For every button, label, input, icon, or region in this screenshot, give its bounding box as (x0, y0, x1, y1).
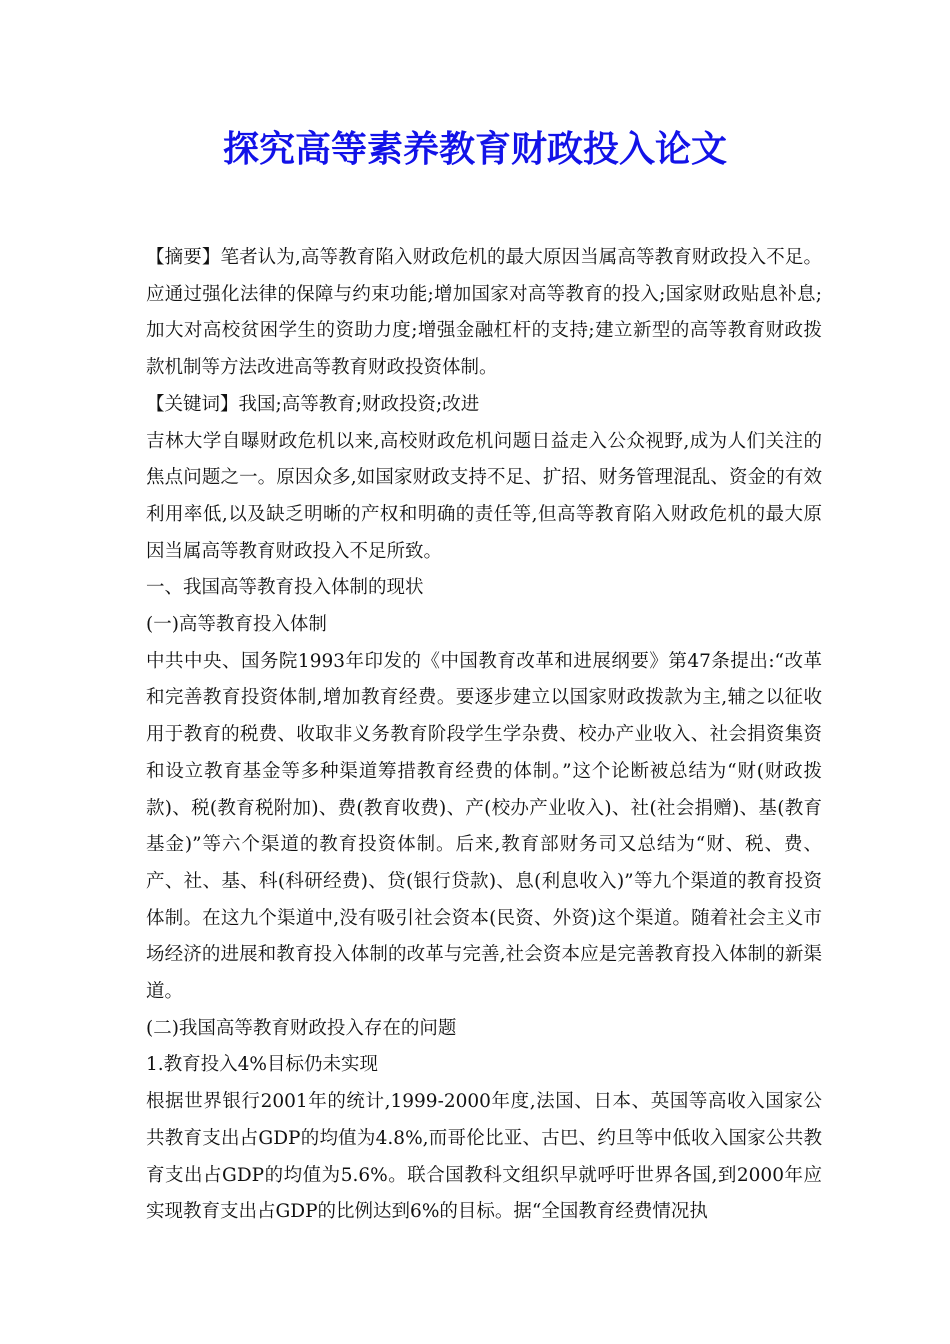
subsection-heading-2: (二)我国高等教育财政投入存在的问题 (146, 1017, 457, 1039)
abstract-paragraph: 【摘要】笔者认为,高等教育陷入财政危机的最大原因当属高等教育财政投入不足。应通过强化法律的保障与约束功能;增加国家对高等教育的投入;国家财政贴息补息;加大对高校贫困学生的资助力度;增强金融杠杆的支持;建立新型的高等教育财政拨款机制等方法改进高等教育财政投资体制。 (146, 247, 822, 379)
document-body (146, 240, 822, 1231)
section-heading-1: 一、我国高等教育投入体制的现状 (146, 577, 424, 599)
body-paragraph-investment-system: 中共中央、国务院1993年印发的《中国教育改革和进展纲要》第47条提出:“改革和完善教育投资体制,增加教育经费。要逐步建立以国家财政拨款为主,辅之以征收用于教育的税费、收取非义务教育阶段学生学杂费、校办产业收入、社会捐资集资和设立教育基金等多种渠道筹措教育经费的体制。”这个论断被总结为“财(财政拨款)、税(教育税附加)、费(教育收费)、产(校办产业收入)、社(社会捐赠)、基(教育基金)”等六个渠道的教育投资体制。后来,教育部财务司又总结为“财、税、费、产、社、基、科(科研经费)、贷(银行贷款)、息(利息收入)”等九个渠道的教育投资体制。在这九个渠道中,没有吸引社会资本(民资、外资)这个渠道。随着社会主义市场经济的进展和教育投入体制的改革与完善,社会资本应是完善教育投入体制的新渠道。 (146, 650, 822, 1003)
keywords-paragraph: 【关键词】我国;高等教育;财政投资;改进 (146, 393, 480, 415)
point-heading-1: 1.教育投入4%目标仍未实现 (146, 1054, 379, 1076)
intro-paragraph: 吉林大学自曝财政危机以来,高校财政危机问题日益走入公众视野,成为人们关注的焦点问题之一。原因众多,如国家财政支持不足、扩招、财务管理混乱、资金的有效利用率低,以及缺乏明晰的产权和明确的责任等,但高等教育陷入财政危机的最大原因当属高等教育财政投入不足所致。 (146, 430, 822, 562)
document-title: 探究高等素养教育财政投入论文 (222, 129, 727, 170)
body-paragraph-world-bank: 根据世界银行2001年的统计,1999-2000年度,法国、日本、英国等高收入国家公共教育支出占GDP的均值为4.8%,而哥伦比亚、古巴、约旦等中低收入国家公共教育支出占GDP的均值为5.6%。联合国教科文组织早就呼吁世界各国,到2000年应实现教育支出占GDP的比例达到6%的目标。据“全国教育经费情况执 (146, 1091, 822, 1223)
subsection-heading-1: (一)高等教育投入体制 (146, 614, 327, 636)
